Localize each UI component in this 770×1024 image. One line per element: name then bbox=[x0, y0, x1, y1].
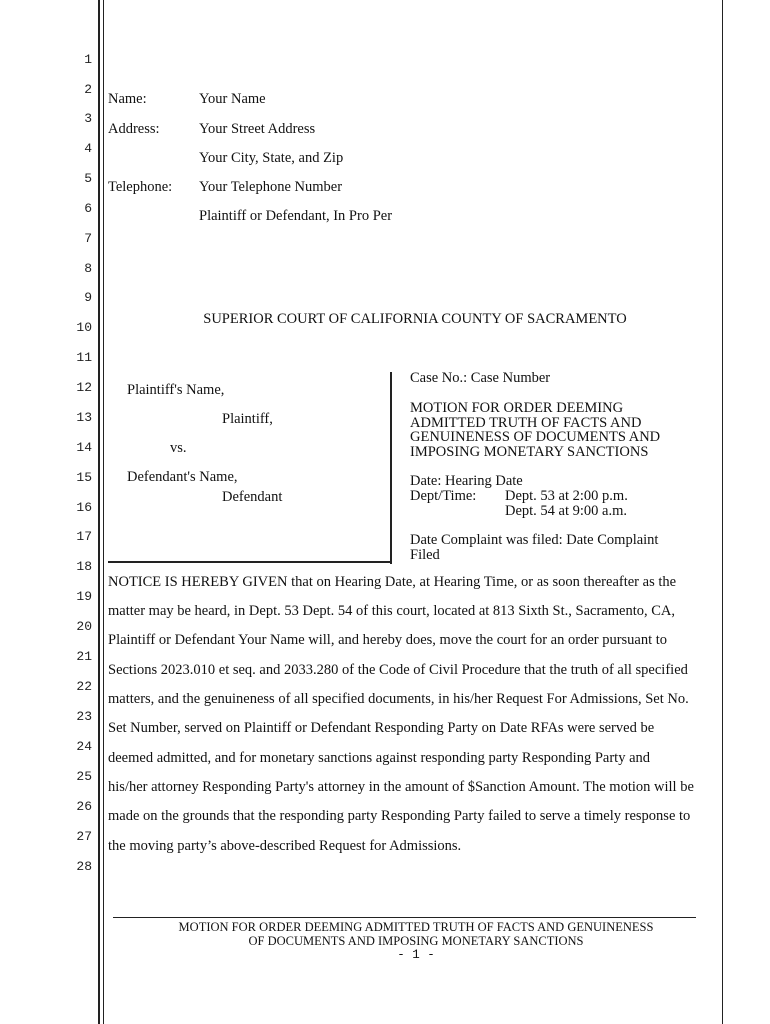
line-number: 28 bbox=[76, 859, 92, 874]
line-number: 19 bbox=[76, 589, 92, 604]
defendant-name: Defendant's Name, bbox=[127, 469, 238, 485]
footer-title-line1: MOTION FOR ORDER DEEMING ADMITTED TRUTH OF FACTS AND GENUINENESS bbox=[178, 920, 654, 934]
plaintiff-label: Plaintiff, bbox=[222, 411, 273, 427]
left-margin-rule-inner bbox=[103, 0, 104, 1024]
line-number: 16 bbox=[76, 500, 92, 515]
body-line: his/her attorney Responding Party's attorney in the amount of $Sanction Amount. The motion will be bbox=[108, 779, 694, 795]
line-number: 26 bbox=[76, 799, 92, 814]
defendant-label: Defendant bbox=[222, 489, 283, 505]
complaint-filed-line: Date Complaint was filed: Date Complaint bbox=[410, 532, 659, 548]
line-number: 22 bbox=[76, 679, 92, 694]
caption-divider bbox=[390, 372, 392, 564]
plaintiff-name: Plaintiff's Name, bbox=[127, 382, 225, 398]
body-line: deemed admitted, and for monetary sanctions against responding party Responding Party and bbox=[108, 750, 651, 766]
address-label: Address: bbox=[108, 121, 160, 137]
line-number: 18 bbox=[76, 559, 92, 574]
line-number: 24 bbox=[76, 739, 92, 754]
dept-time-label: Dept/Time: bbox=[410, 488, 477, 504]
line-number: 3 bbox=[84, 111, 92, 126]
body-line: made on the grounds that the responding party Responding Party failed to serve a timely response to bbox=[108, 808, 691, 824]
line-number: 6 bbox=[84, 201, 92, 216]
motion-title-line: MOTION FOR ORDER DEEMING bbox=[410, 400, 624, 416]
line-number: 23 bbox=[76, 709, 92, 724]
case-number: Case No.: Case Number bbox=[410, 370, 551, 386]
caption-bottom-rule bbox=[108, 561, 392, 563]
line-number: 21 bbox=[76, 649, 92, 664]
line-number: 20 bbox=[76, 619, 92, 634]
dept-time-1: Dept. 53 at 2:00 p.m. bbox=[505, 488, 628, 504]
line-number: 25 bbox=[76, 769, 92, 784]
line-number: 5 bbox=[84, 171, 92, 186]
line-number: 8 bbox=[84, 261, 92, 276]
body-line: NOTICE IS HEREBY GIVEN that on Hearing Date, at Hearing Time, or as soon thereafter as the bbox=[108, 574, 677, 590]
line-number: 15 bbox=[76, 470, 92, 485]
telephone-label: Telephone: bbox=[108, 179, 173, 195]
telephone-value: Your Telephone Number bbox=[199, 179, 343, 195]
motion-title-line: IMPOSING MONETARY SANCTIONS bbox=[410, 444, 649, 460]
line-number: 12 bbox=[76, 380, 92, 395]
line-number: 14 bbox=[76, 440, 92, 455]
line-number: 9 bbox=[84, 290, 92, 305]
complaint-filed-line: Filed bbox=[410, 547, 440, 563]
motion-title-line: GENUINENESS OF DOCUMENTS AND bbox=[410, 429, 661, 445]
line-number: 11 bbox=[76, 350, 92, 365]
body-line: matters, and the genuineness of all specified documents, in his/her Request For Admissions, Set No. bbox=[108, 691, 689, 707]
body-line: Plaintiff or Defendant Your Name will, and hereby does, move the court for an order pursuant to bbox=[108, 632, 668, 648]
court-title: SUPERIOR COURT OF CALIFORNIA COUNTY OF SACRAMENTO bbox=[203, 311, 627, 327]
left-margin-rule bbox=[98, 0, 100, 1024]
page-number: - 1 - bbox=[397, 948, 435, 962]
line-number: 27 bbox=[76, 829, 92, 844]
line-number: 13 bbox=[76, 410, 92, 425]
right-margin-rule bbox=[722, 0, 723, 1024]
line-number: 2 bbox=[84, 82, 92, 97]
name-value: Your Name bbox=[199, 91, 266, 107]
line-number: 10 bbox=[76, 320, 92, 335]
name-label: Name: bbox=[108, 91, 147, 107]
body-line: Set Number, served on Plaintiff or Defendant Responding Party on Date RFAs were served be bbox=[108, 720, 655, 736]
line-number: 1 bbox=[84, 52, 92, 67]
address-value: Your Street Address bbox=[199, 121, 316, 137]
dept-time-2: Dept. 54 at 9:00 a.m. bbox=[505, 503, 628, 519]
motion-title-line: ADMITTED TRUTH OF FACTS AND bbox=[410, 415, 642, 431]
line-number: 17 bbox=[76, 529, 92, 544]
footer-title-line2: OF DOCUMENTS AND IMPOSING MONETARY SANCTIONS bbox=[248, 934, 584, 948]
hearing-date: Date: Hearing Date bbox=[410, 473, 523, 489]
line-number: 4 bbox=[84, 141, 92, 156]
city-state-zip-value: Your City, State, and Zip bbox=[199, 150, 344, 166]
line-number: 7 bbox=[84, 231, 92, 246]
body-line: Sections 2023.010 et seq. and 2033.280 of the Code of Civil Procedure that the truth of all specified bbox=[108, 662, 688, 678]
body-line: matter may be heard, in Dept. 53 Dept. 54 of this court, located at 813 Sixth St., Sacramento, CA, bbox=[108, 603, 675, 619]
versus-label: vs. bbox=[170, 440, 187, 456]
footer-rule bbox=[113, 917, 696, 918]
body-line: the moving party’s above-described Request for Admissions. bbox=[108, 838, 462, 854]
party-role: Plaintiff or Defendant, In Pro Per bbox=[199, 208, 393, 224]
